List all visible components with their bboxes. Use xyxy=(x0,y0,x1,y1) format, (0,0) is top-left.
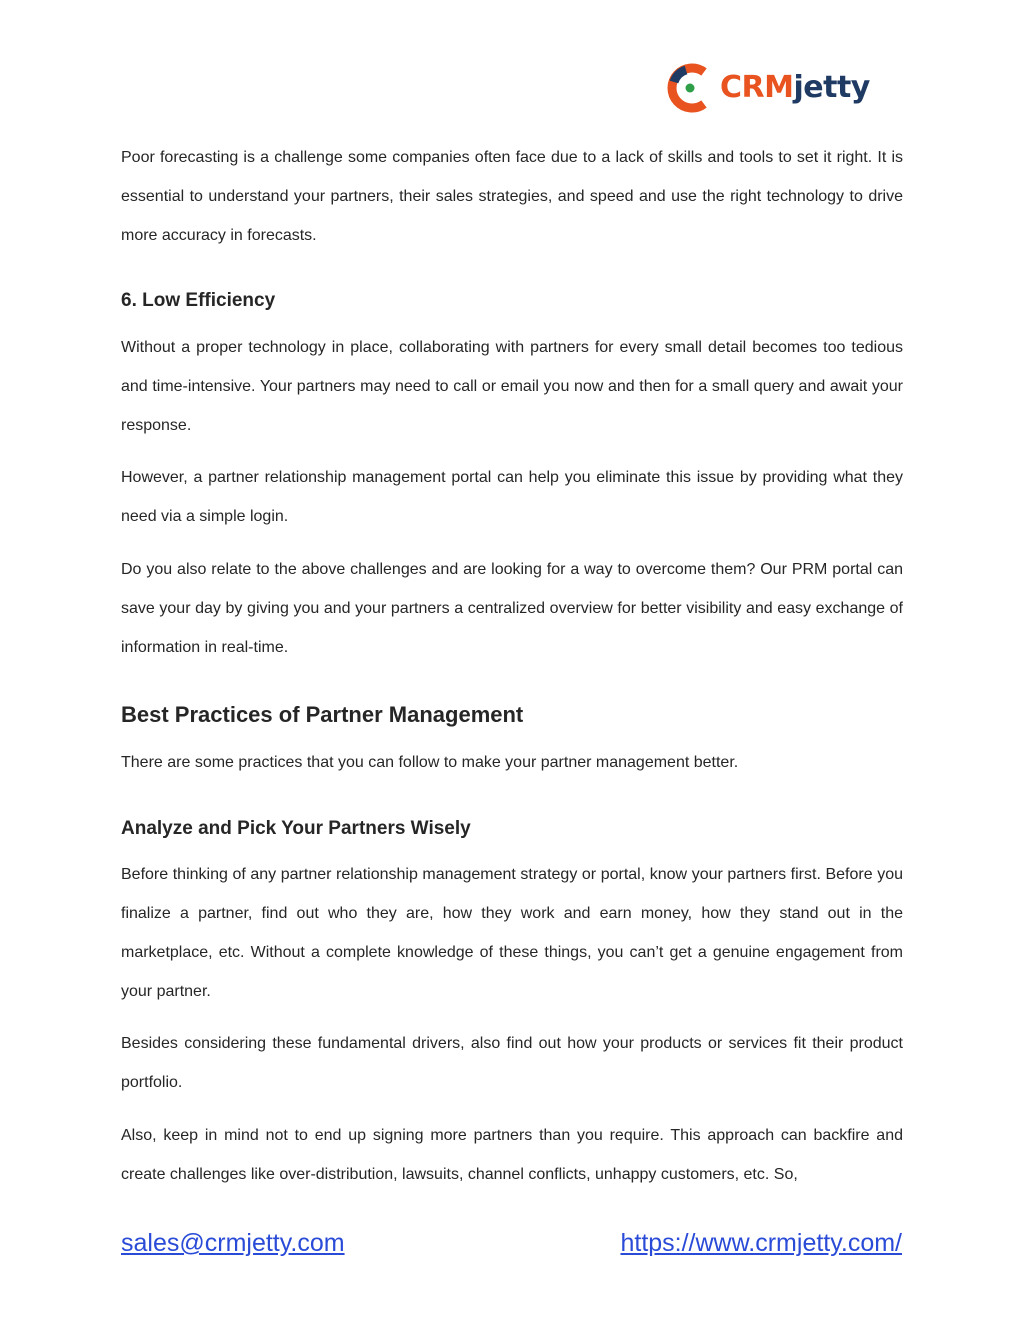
paragraph-forecasting: Poor forecasting is a challenge some companies often face due to a lack of skills and tools to set it right. It is essential to understand your partners, their sales strategies, and speed and use the right technology to drive more accuracy in forecasts. xyxy=(121,149,903,244)
logo-crm-text: CRM xyxy=(720,70,794,105)
paragraph-low-efficiency-3: Do you also relate to the above challenges and are looking for a way to overcome them? Our PRM portal can save your day by giving you and your partners a centralized overview for better visibility and easy exchange of information in real-time. xyxy=(121,561,903,656)
heading-analyze-partners: Analyze and Pick Your Partners Wisely xyxy=(121,818,471,839)
footer-website-link[interactable]: https://www.crmjetty.com/ xyxy=(620,1229,902,1257)
footer-email-link[interactable]: sales@crmjetty.com xyxy=(121,1229,345,1257)
crmjetty-logo xyxy=(664,58,870,118)
paragraph-analyze-1: Before thinking of any partner relationship management strategy or portal, know your partners first. Before you finalize a partner, find out who they are, how they work and earn money, how they stand out in the marketplace, etc. Without a complete knowledge of these things, you can’t get a genuine engagement from your partner. xyxy=(121,866,903,1000)
paragraph-low-efficiency-1: Without a proper technology in place, collaborating with partners for every small detail becomes too tedious and time-intensive. Your partners may need to call or email you now and then for a small query and await your response. xyxy=(121,339,903,434)
paragraph-analyze-2: Besides considering these fundamental drivers, also find out how your products or services fit their product portfolio. xyxy=(121,1035,903,1091)
logo-wordmark xyxy=(720,70,870,105)
heading-best-practices: Best Practices of Partner Management xyxy=(121,702,524,727)
paragraph-analyze-3: Also, keep in mind not to end up signing more partners than you require. This approach can backfire and create challenges like over-distribution, lawsuits, channel conflicts, unhappy customers, etc. So, xyxy=(121,1127,903,1183)
heading-low-efficiency: 6. Low Efficiency xyxy=(121,290,276,311)
paragraph-low-efficiency-2: However, a partner relationship management portal can help you eliminate this issue by providing what they need via a simple login. xyxy=(121,469,903,525)
crmjetty-logo-icon xyxy=(664,60,716,116)
logo-jetty-text: jetty xyxy=(793,70,870,105)
paragraph-best-practices: There are some practices that you can follow to make your partner management better. xyxy=(121,754,739,771)
